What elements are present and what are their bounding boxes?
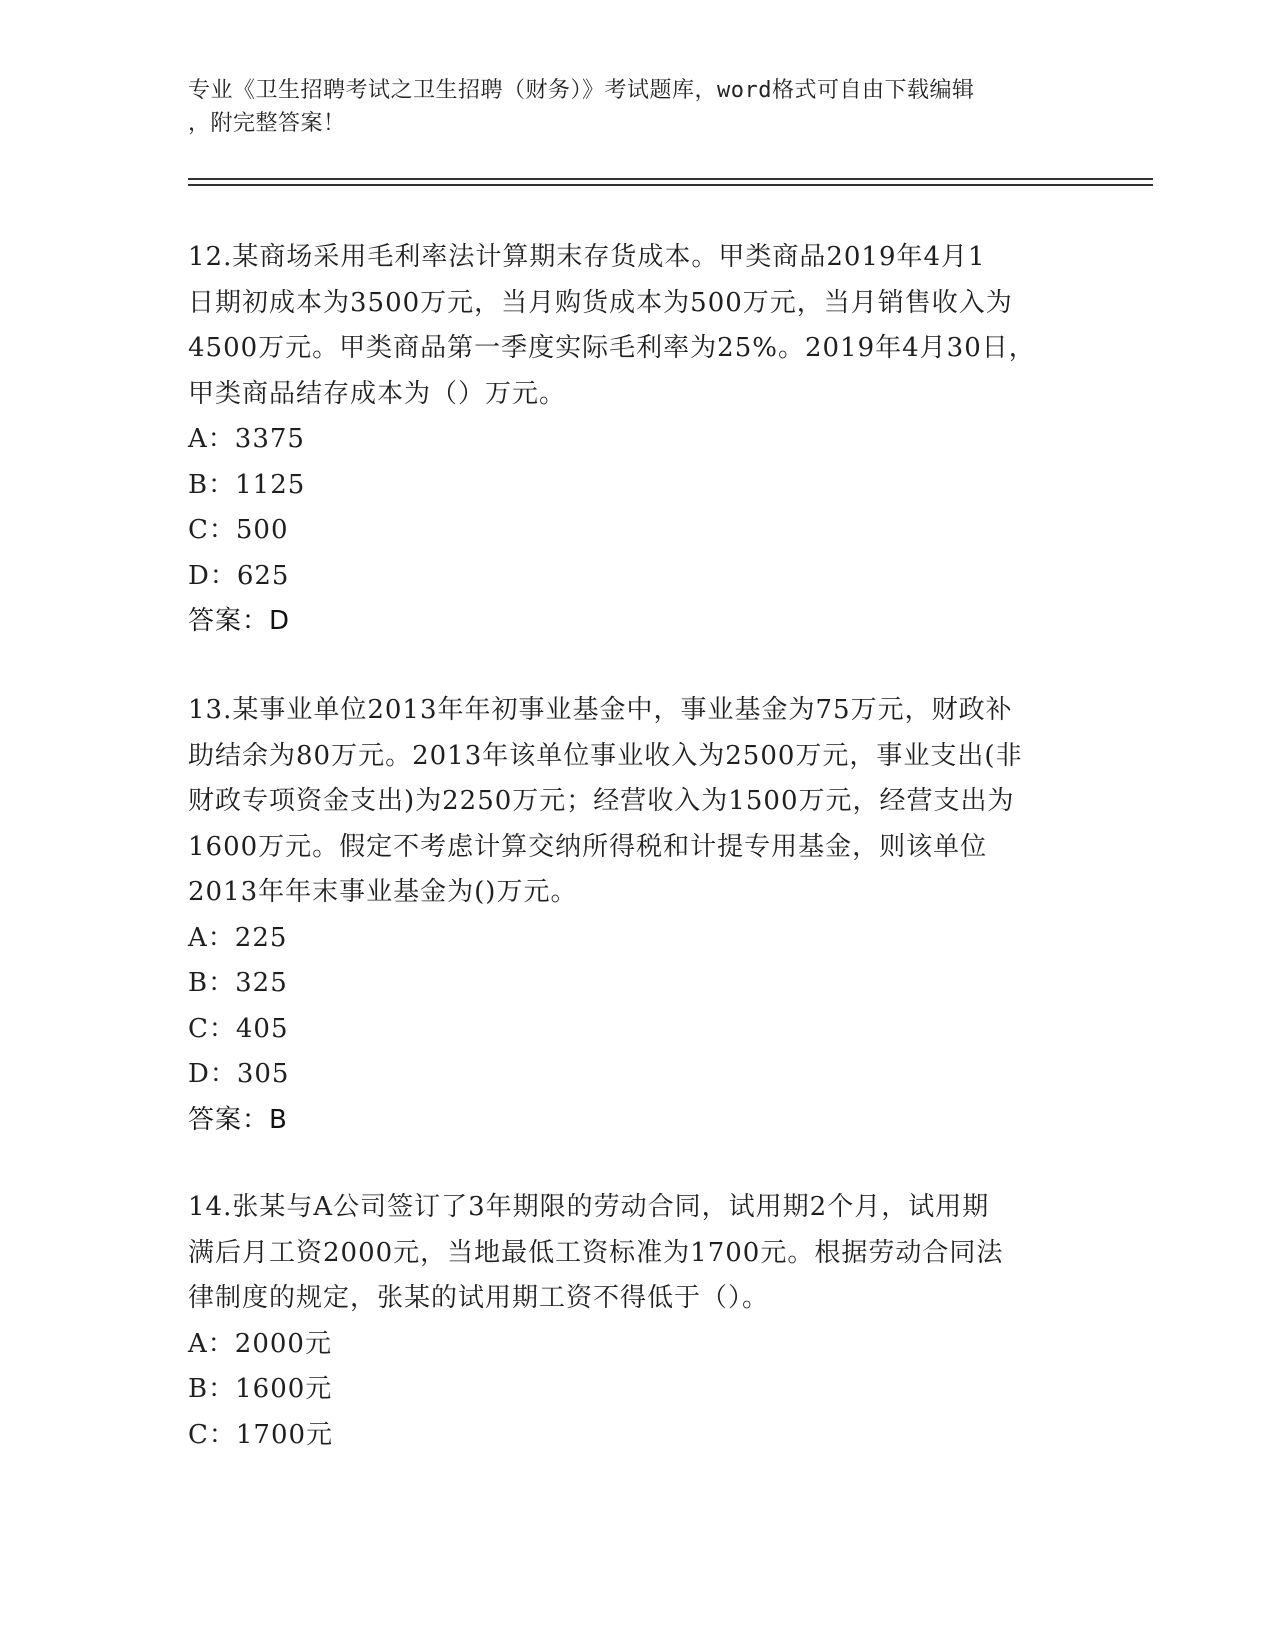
option-a: A：2000元 — [188, 1328, 332, 1359]
stem-line: 12.某商场采用毛利率法计算期末存货成本。甲类商品2019年4月1 — [188, 242, 986, 272]
stem-line: 甲类商品结存成本为（）万元。 — [188, 378, 567, 409]
header-line-2: ，附完整答案！ — [188, 111, 346, 136]
stem-line: 律制度的规定，张某的试用期工资不得低于（）。 — [188, 1283, 770, 1313]
stem-line: 14.张某与A公司签订了3年期限的劳动合同，试用期2个月，试用期 — [188, 1192, 990, 1222]
option-b: B：1600元 — [188, 1374, 333, 1404]
answer-text: 答案：D — [188, 606, 291, 636]
header-divider-bottom — [188, 184, 1153, 186]
option-c: C：500 — [188, 515, 289, 545]
stem-line: 13.某事业单位2013年年初事业基金中，事业基金为75万元，财政补 — [188, 695, 1013, 725]
option-b: B：325 — [188, 968, 288, 998]
question-14 — [188, 1185, 1088, 1458]
question-stem — [188, 1185, 1088, 1322]
option-a: A：225 — [188, 922, 288, 953]
stem-line: 满后月工资2000元，当地最低工资标准为1700元。根据劳动合同法 — [188, 1237, 1004, 1268]
stem-line: 助结余为80万元。2013年该单位事业收入为2500万元，事业支出(非 — [188, 740, 1023, 771]
question-12 — [188, 235, 1088, 645]
answer-text: 答案：B — [188, 1104, 288, 1135]
option-c: C：405 — [188, 1013, 289, 1044]
document-header — [188, 74, 1088, 140]
option-a: A：3375 — [188, 424, 305, 454]
option-d: D：625 — [188, 560, 290, 591]
question-stem — [188, 235, 1088, 417]
stem-line: 4500万元。甲类商品第一季度实际毛利率为25%。2019年4月30日， — [188, 333, 1036, 363]
stem-line: 财政专项资金支出)为2250万元；经营收入为1500万元，经营支出为 — [188, 786, 1015, 816]
option-b: B：1125 — [188, 469, 306, 500]
stem-line: 日期初成本为3500万元，当月购货成本为500万元，当月销售收入为 — [188, 287, 1013, 318]
question-stem — [188, 688, 1088, 916]
question-13 — [188, 688, 1088, 1143]
stem-line: 1600万元。假定不考虑计算交纳所得税和计提专用基金，则该单位 — [188, 831, 988, 862]
option-d: D：305 — [188, 1059, 290, 1089]
option-c: C：1700元 — [188, 1419, 334, 1450]
header-line-1: 专业《卫生招聘考试之卫生招聘（财务）》考试题库，word格式可自由下载编辑 — [188, 78, 975, 103]
header-divider-top — [188, 178, 1153, 180]
stem-line: 2013年年末事业基金为()万元。 — [188, 877, 578, 907]
